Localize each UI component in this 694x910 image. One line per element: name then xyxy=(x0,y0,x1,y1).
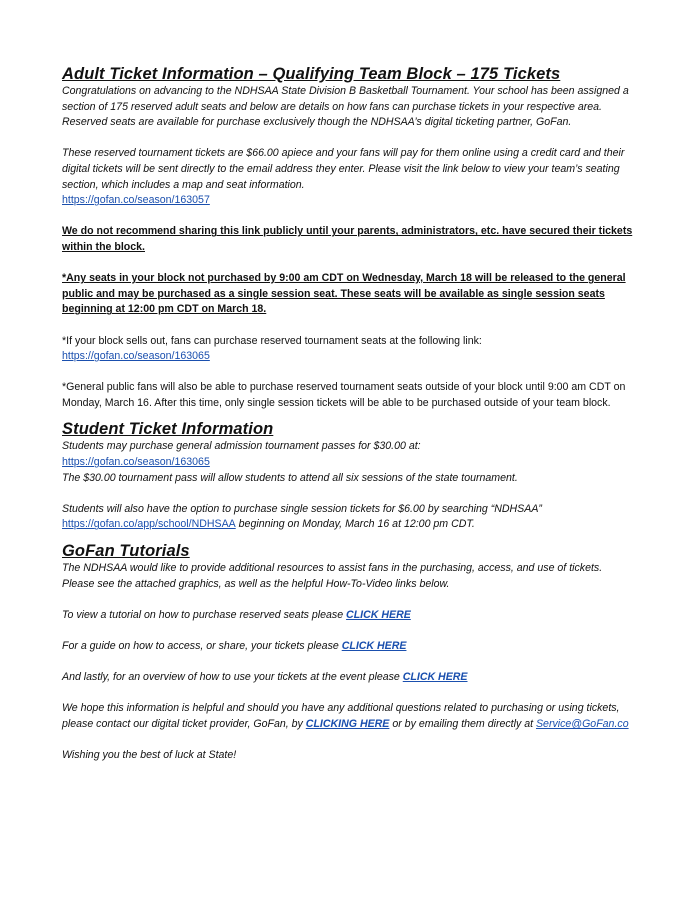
gofan-email-link[interactable]: Service@GoFan.co xyxy=(535,717,629,730)
adult-ticket-heading: Adult Ticket Information – Qualifying Team Block – 175 Tickets xyxy=(62,65,561,83)
student-pass-text: Students may purchase general admission tournament passes for $30.00 at: xyxy=(62,440,421,453)
event-overview-line xyxy=(62,670,634,686)
contact-text: We hope this information is helpful and should you have any additional questions related to purchasing or using tickets, please contact our digital ticket provider, GoFan, by xyxy=(62,702,620,730)
gofan-contact-link[interactable]: CLICKING HERE xyxy=(305,717,390,730)
seat-release-notice: *Any seats in your block not purchased by 9:00 am CDT on Wednesday, March 18 will be released to the general public and may be purchased as a single session seat. These seats will be available as single session seats beginning at 12:00 pm CDT on March 18. xyxy=(62,272,626,316)
student-single-text: Students will also have the option to purchase single session tickets for $6.00 by searching “NDHSAA” xyxy=(62,502,542,515)
ndhsaa-school-link[interactable]: https://gofan.co/app/school/NDHSAA xyxy=(62,518,236,531)
student-single-session-paragraph xyxy=(62,502,634,533)
adult-pricing-paragraph: These reserved tournament tickets are $66.00 apiece and your fans will pay for them online using a credit card and their digital tickets will be sent directly to the email address they enter. Please visit the link below to view your team’s seating section, which includes a map and seat information. xyxy=(62,147,625,191)
reserved-tutorial-line xyxy=(62,608,634,624)
team-block-link[interactable]: https://gofan.co/season/163057 xyxy=(62,194,210,207)
contact-mid-text: or by emailing them directly at xyxy=(389,717,536,730)
closing-line: Wishing you the best of luck at State! xyxy=(62,749,237,762)
access-guide-text: For a guide on how to access, or share, your tickets please xyxy=(62,640,342,652)
adult-intro-paragraph: Congratulations on advancing to the NDHSAA State Division B Basketball Tournament. Your school has been assigned a section of 175 reserved adult seats and below are details on how fans can purchase tickets in your respective area. Reserved seats are available for purchase exclusively though the NDHSAA’s digital ticketing partner, GoFan. xyxy=(62,85,629,129)
document-page xyxy=(62,64,634,764)
general-public-paragraph: *General public fans will also be able to purchase reserved tournament seats outside of your block until 9:00 am CDT on Monday, March 16. After this time, only single session tickets will be able to be purchased outside of your team block. xyxy=(62,381,626,409)
student-pass-link[interactable]: https://gofan.co/season/163065 xyxy=(62,456,210,469)
reserved-seats-link[interactable]: https://gofan.co/season/163065 xyxy=(62,350,210,363)
student-ticket-heading: Student Ticket Information xyxy=(62,420,274,439)
event-overview-click-here-link[interactable]: CLICK HERE xyxy=(402,671,468,684)
student-single-date: beginning on Monday, March 16 at 12:00 pm CDT. xyxy=(235,518,475,531)
contact-paragraph xyxy=(62,701,634,732)
access-guide-click-here-link[interactable]: CLICK HERE xyxy=(341,640,407,652)
tutorials-intro: The NDHSAA would like to provide additional resources to assist fans in the purchasing, access, and use of tickets. Please see the attached graphics, as well as the helpful How-To-Video links below. xyxy=(62,562,603,590)
student-pass-note: The $30.00 tournament pass will allow students to attend all six sessions of the state tournament. xyxy=(62,471,518,484)
event-overview-text: And lastly, for an overview of how to use your tickets at the event please xyxy=(62,671,403,684)
reserved-tutorial-text: To view a tutorial on how to purchase reserved seats please xyxy=(62,608,347,621)
sellout-paragraph: *If your block sells out, fans can purchase reserved tournament seats at the following link: xyxy=(62,334,482,347)
reserved-tutorial-click-here-link[interactable]: CLICK HERE xyxy=(346,608,411,621)
access-guide-line xyxy=(62,639,634,655)
sharing-warning: We do not recommend sharing this link publicly until your parents, administrators, etc. have secured their tickets within the block. xyxy=(62,225,633,253)
gofan-tutorials-heading: GoFan Tutorials xyxy=(62,542,190,561)
